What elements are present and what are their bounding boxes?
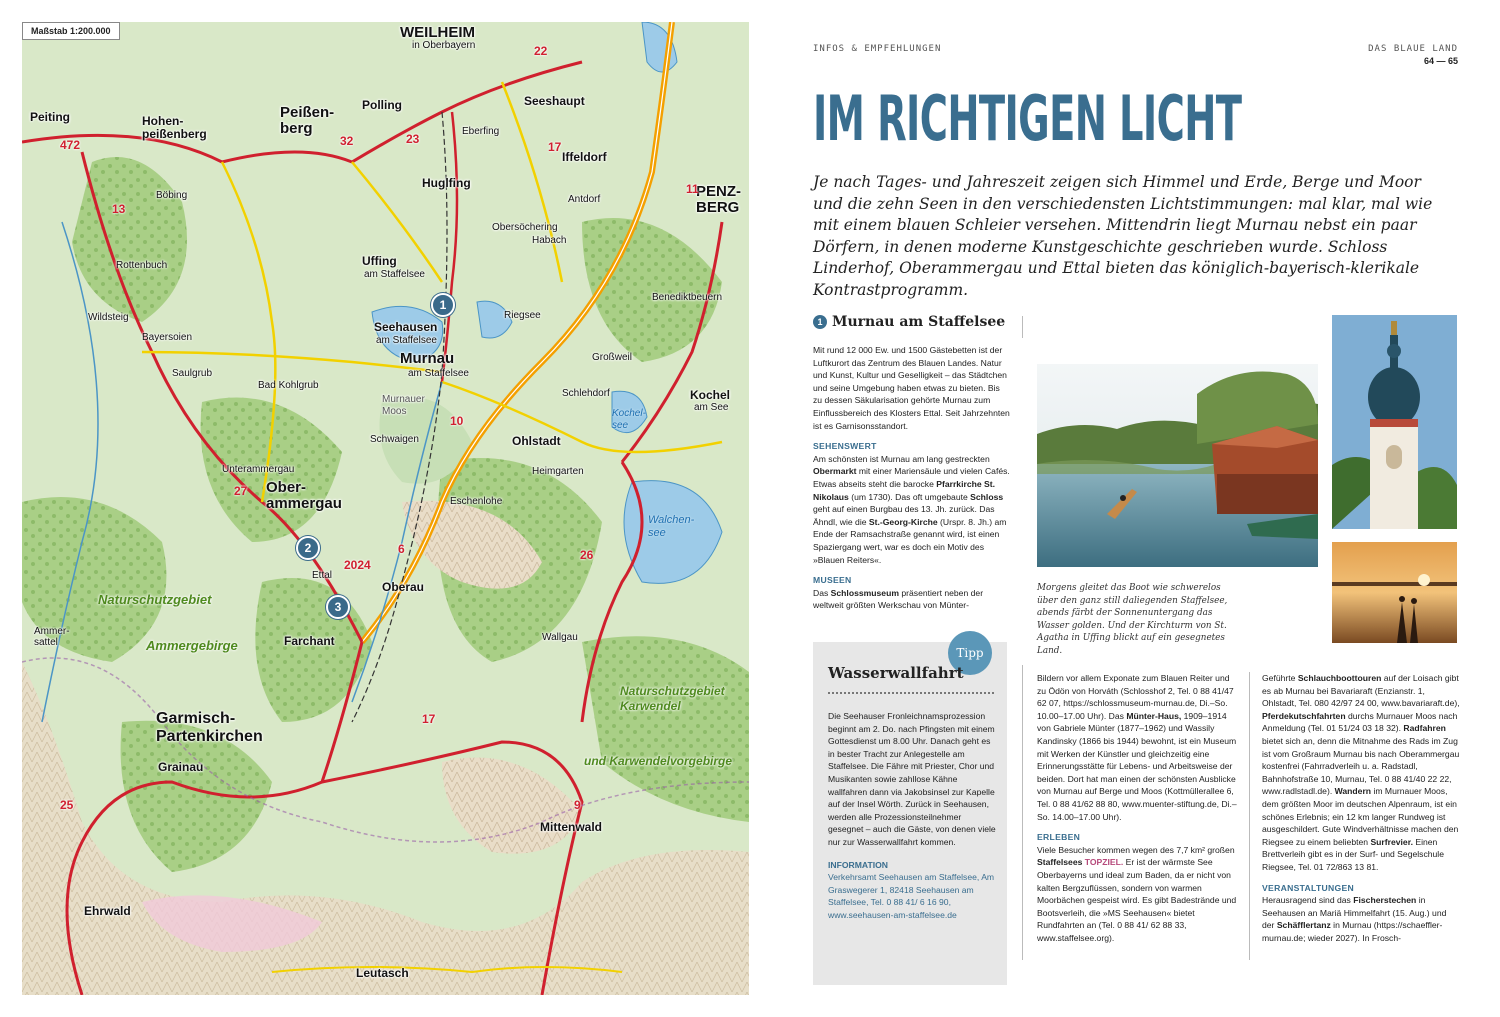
divider (1249, 672, 1250, 960)
place-bad-kohlgrub: Bad Kohlgrub (258, 380, 319, 391)
map-marker-2[interactable]: 2 (296, 536, 320, 560)
place-schwaigen: Schwaigen (370, 434, 419, 445)
place-obersoechering: Obersöchering (492, 222, 558, 233)
column-1 (813, 344, 1010, 612)
road-number: 13 (112, 202, 126, 216)
page-title: IM RICHTIGEN LICHT (813, 82, 1242, 155)
tipp-divider (828, 692, 994, 694)
header-section-label: INFOS & EMPFEHLUNGEN (813, 44, 942, 54)
map-marker-1[interactable]: 1 (431, 293, 455, 317)
place-seeshaupt: Seeshaupt (524, 94, 585, 108)
header-chapter-label: DAS BLAUE LAND (1368, 44, 1458, 54)
photo-graphic (1037, 364, 1318, 567)
page-numbers: 64 — 65 (1423, 56, 1458, 66)
place-rottenbuch: Rottenbuch (116, 260, 168, 271)
place-murnauer-moos: Murnauer Moos (382, 394, 425, 417)
place-mittenwald: Mittenwald (540, 820, 602, 834)
photo-caption: Morgens gleitet das Boot wie schwerelos über den ganz still daliegenden Staffelsee, abends färbt der Sonnenuntergang das Wasser golden. Und der Kirchturm von St. Agatha in Uffing blickt auf ein gesegnetes Land. (1037, 583, 1228, 656)
place-benediktbeuern: Benediktbeuern (652, 292, 723, 303)
place-penzberg: PENZ- BERG (696, 183, 741, 216)
place-riegsee: Riegsee (504, 310, 541, 321)
road-number: 23 (406, 132, 420, 146)
place-naturschutzgebiet: Naturschutzgebiet (98, 592, 212, 607)
paragraph-sehenswert: Am schönsten ist Murnau am lang gestreckten Obermarkt mit einer Mariensäule und vielen Cafés. Etwas abseits steht die barocke Pfarrkirche St. Nikolaus (um 1730). Das oft umgebaute Schloss geht auf einen Burgbau des 13. Jh. zurück. Das Ähndl, wie die St.-Georg-Kirche (Urspr. 8. Jh.) am Ende der Ramsachstraße genannt wird, ist einen Spaziergang wert, war es doch ein Motiv des »Blauen Reiters«. (813, 453, 1010, 565)
place-weilheim: WEILHEIM (400, 24, 475, 41)
subhead-veranstaltungen: VERANSTALTUNGEN (1262, 882, 1355, 893)
road-number: 10 (450, 414, 464, 428)
section-heading (813, 313, 1018, 335)
place-grainau: Grainau (158, 760, 204, 774)
place-wallgau: Wallgau (542, 632, 578, 643)
place-huglfing: Huglfing (422, 176, 471, 190)
road-number: 472 (60, 138, 81, 152)
place-murnau-sub: am Staffelsee (408, 368, 469, 379)
place-schlehdorf: Schlehdorf (562, 388, 610, 399)
place-walchensee: Walchen- see (648, 514, 695, 539)
paragraph-aktivitaeten: Geführte Schlauchboottouren auf der Loisach gibt es ab Murnau bei Bavariaraft (Enzianstr. 1, Ohlstadt, Tel. 080 42/97 24 00, www.bavariaraft.de), Pferdekutschfahrten durchs Murnauer Moos nach Anmeldung (Tel. 01 51/24 03 18 32). Radfahren bietet sich an, denn die Mitnahme des Rads im Zug ist vom Großraum Murnau bis nach Oberammergau kostenfrei (Fahrradverleih u. a. Radstadl, Bahnhofstraße 10, Murnau, Tel. 0 88 41/40 22 22, www.radlstadl.de). Wandern im Murnauer Moos, dem größten Moor im deutschen Alpenraum, ist ein schönes Erlebnis; ein 12 km langer Rundweg ist ausgeschildert. Gute Windverhältnisse machen den Riegsee zu einem beliebten Surfrevier. Einen Brettverleih gibt es in der Surf- und Segelschule Riegsee, Tel. 01 72/863 13 81. (1262, 673, 1460, 872)
road-number: 2024 (344, 558, 371, 572)
place-oberau: Oberau (382, 580, 425, 594)
place-kochelsee: Kochel- see (612, 408, 646, 431)
place-grossweil: Großweil (592, 352, 633, 363)
photo-graphic (1332, 315, 1457, 529)
place-seehausen: Seehausen (374, 320, 438, 334)
place-habach: Habach (532, 235, 567, 246)
divider (1022, 316, 1023, 338)
tipp-badge: Tipp (948, 631, 992, 675)
topziel-badge: TOPZIEL. (1082, 857, 1124, 868)
place-hohenpeissenberg: Hohen- peißenberg (142, 114, 207, 141)
column-3 (1262, 672, 1460, 944)
road-number: 17 (422, 712, 436, 726)
road-number: 17 (548, 140, 562, 154)
subhead-museen: MUSEEN (813, 575, 852, 586)
place-boebing: Böbing (156, 190, 188, 201)
paragraph-erleben: Viele Besucher kommen wegen des 7,7 km² großen Staffelsees TOPZIEL. Er ist der wärmste See Oberbayerns und ideal zum Baden, da er nicht von kalten Bergzuflüssen, sondern von warmen Moorbächen gespeist wird. Es gibt Badestrände und Bootsverleih, die »MS Seehausen« bietet Rundfahrten an (Tel. 0 88 41/ 62 88 33, www.staffelsee.org). (1037, 844, 1237, 943)
tipp-content (828, 710, 996, 922)
road-number: 22 (534, 44, 548, 58)
photo-church-tower (1332, 315, 1457, 529)
paragraph-veranstaltungen: Herausragend sind das Fischerstechen in Seehausen an Mariä Himmelfahrt (15. Aug.) und der Schäfflertanz in Murnau (https://schaeffler-murnau.de; wieder 2027). In Frosch- (1262, 895, 1447, 943)
tipp-info: Verkehrsamt Seehausen am Staffelsee, Am Graswegerer 1, 82418 Seehausen am Staffelsee, Tel. 0 88 41/ 6 16 90, www.seehausen-am-staffelsee.de (828, 872, 995, 920)
road-number: 6 (398, 542, 405, 556)
road-number: 27 (234, 484, 248, 498)
road-number: 25 (60, 798, 74, 812)
place-kochel: Kochel (690, 388, 731, 402)
place-weilheim-sub: in Oberbayern (412, 40, 476, 51)
place-leutasch: Leutasch (356, 966, 409, 980)
map-scale: Maßstab 1:200.000 (22, 22, 120, 40)
place-ohlstadt: Ohlstadt (512, 434, 561, 448)
intro-text: Je nach Tages- und Jahreszeit zeigen sich Himmel und Erde, Berge und Moor und die zehn Seen in den verschiedensten Lichtstimmungen: mal klar, mal wie mit einem blauen Schleier versehen. Mittendrin liegt Murnau nebst ein paar Dörfern, in denen moderne Kunstgeschichte geschrieben wurde. Schloss Linderhof, Oberammergau und Ettal bieten das königlich-bayerisch-klerikale Kontrastprogramm. (813, 173, 1433, 299)
place-eschenlohe: Eschenlohe (450, 496, 503, 507)
place-kochel-sub: am See (694, 402, 729, 413)
divider (1022, 665, 1023, 960)
place-oberammergau: Ober- ammergau (266, 479, 342, 512)
place-saulgrub: Saulgrub (172, 368, 213, 379)
place-farchant: Farchant (284, 634, 335, 648)
place-eberfing: Eberfing (462, 126, 500, 137)
road-number: 9 (574, 798, 581, 812)
place-karwendelvorgebirge: und Karwendelvorgebirge (584, 754, 733, 768)
place-bayersoien: Bayersoien (142, 332, 193, 343)
tipp-info-heading: INFORMATION (828, 859, 888, 870)
subhead-sehenswert: SEHENSWERT (813, 441, 877, 452)
place-ammersattel: Ammer- sattel (34, 626, 70, 648)
place-wildsteig: Wildsteig (88, 312, 129, 323)
paragraph-muenter-haus: Bildern vor allem Exponate zum Blauen Reiter und zu Ödön von Horváth (Schlosshof 2, Tel. 0 88 41/47 62 07, https://schlossmuseum-murnau.de, Di.–So. 10.00–17.00 Uhr). Das Münter-Haus, 1909–1914 von Gabriele Münter (1877–1962) und Wassily Kandinsky (1866 bis 1944) bewohnt, ist ein Museum mit Werken der Künstler und gleichzeitig eine Erinnerungsstätte für Lebens- und Arbeitsweise der beiden. Dort hat man einen der schönsten Ausblicke von Murnau auf Berge und Moos (Kottmüllerallee 6, Tel. 0 88 41/62 88 80, www.muenter-stiftung.de, Di.–So. 14.00–17.00 Uhr). (1037, 673, 1237, 822)
place-antdorf: Antdorf (568, 194, 601, 205)
tipp-title: Wasserwallfahrt (828, 664, 964, 682)
place-seehausen-sub: am Staffelsee (376, 335, 437, 346)
place-peiting: Peiting (30, 110, 71, 124)
map-marker-3[interactable]: 3 (326, 595, 350, 619)
place-uffing-sub: am Staffelsee (364, 269, 425, 280)
place-iffeldorf: Iffeldorf (562, 150, 607, 164)
photo-staffelsee-boat (1037, 364, 1318, 567)
place-polling: Polling (362, 98, 402, 112)
section-number: 1 (813, 315, 827, 329)
place-naturschutzgebiet-karwendel: Naturschutzgebiet Karwendel (620, 684, 725, 713)
place-heimgarten: Heimgarten (532, 466, 584, 477)
place-ettal: Ettal (312, 570, 333, 581)
place-uffing: Uffing (362, 254, 397, 268)
paragraph-museen: Das Schlossmuseum präsentiert neben der weltweit größten Werkschau von Münter- (813, 587, 984, 611)
place-unterammergau: Unterammergau (222, 464, 295, 475)
topographic-map (22, 22, 749, 995)
road-number: 32 (340, 134, 354, 148)
road-number: 11 (686, 182, 699, 196)
subhead-erleben: ERLEBEN (1037, 832, 1081, 843)
place-ehrwald: Ehrwald (84, 904, 131, 918)
road-number: 26 (580, 548, 594, 562)
section-title: Murnau am Staffelsee (832, 313, 1006, 330)
place-ammergebirge: Ammergebirge (146, 638, 238, 653)
column-2 (1037, 672, 1237, 944)
place-garmisch-partenkirchen: Garmisch- Partenkirchen (156, 710, 263, 745)
place-murnau: Murnau (400, 350, 455, 367)
photo-sunset (1332, 542, 1457, 643)
photo-graphic (1332, 542, 1457, 643)
map-graphic (22, 22, 749, 995)
place-peissenberg: Peißen- berg (280, 104, 335, 137)
tipp-paragraph: Die Seehauser Fronleichnamsprozession beginnt am 2. Do. nach Pfingsten mit einem Gottesdienst um 8.00 Uhr. Danach geht es in bester Tracht zur Anlegestelle am Staffelsee. Die Fähre mit Priester, Chor und Musikanten sowie zahllose Kähne wallfahren dann via Jakobsinsel zur Kapelle auf der Insel Wörth. Zurück in Seehausen, werden alle Prozessionsteilnehmer gesegnet – auch die Gäste, von denen viele nur zur Wasserwallfahrt kommen. (828, 711, 996, 847)
section-intro: Mit rund 12 000 Ew. und 1500 Gästebetten ist der Luftkurort das Zentrum des Blauen Landes. Natur und Kunst, Kultur und Geselligkeit – das Städtchen und seine Umgebung haben etwas zu bieten. Bis zu dessen Säkularisation gehörte Murnau zum Einflussbereich des Klosters Ettal. Seit Jahrzehnten ist es Garnisonsstandort. (813, 345, 1010, 431)
